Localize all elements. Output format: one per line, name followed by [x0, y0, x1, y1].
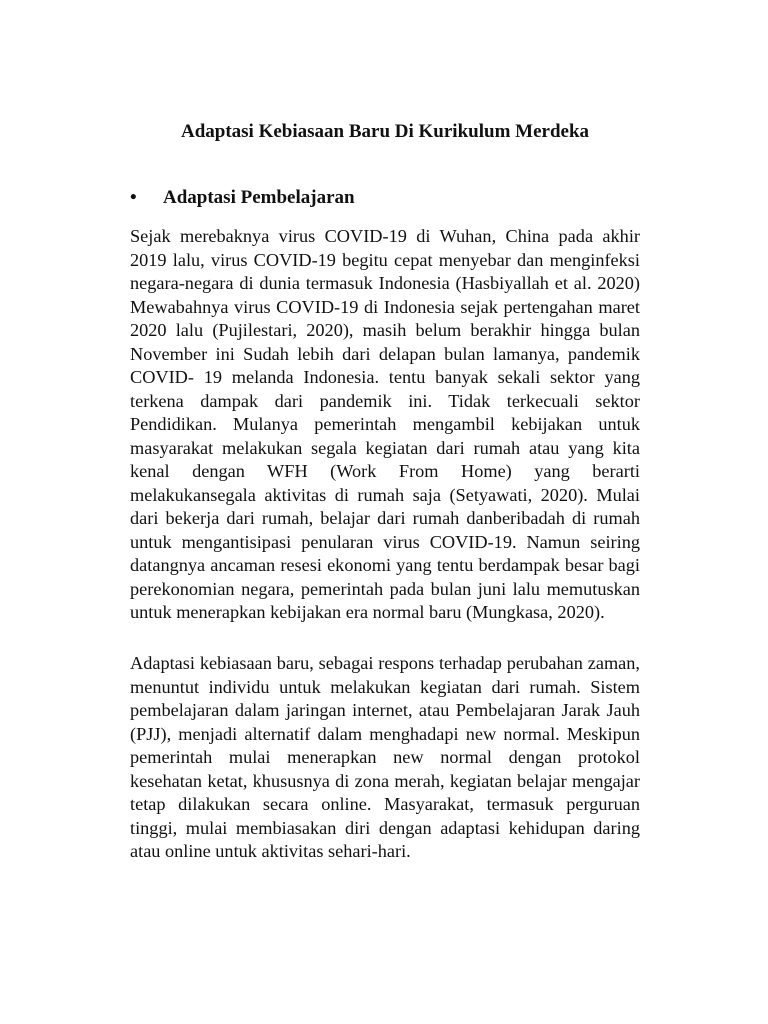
body-paragraph-2: Adaptasi kebiasaan baru, sebagai respons terhadap perubahan zaman, menuntut individu untuk melakukan kegiatan dari rumah. Sistem pembelajaran dalam jaringan internet, atau Pembelajaran Jarak Jauh (PJJ), menjadi alternatif dalam menghadapi new normal. Meskipun pemerintah mulai menerapkan new normal dengan protokol kesehatan ketat, khususnya di zona merah, kegiatan belajar mengajar tetap dilakukan secara online. Masyarakat, termasuk perguruan tinggi, mulai membiasakan diri dengan adaptasi kehidupan daring atau online untuk aktivitas sehari-hari.	[130, 653, 640, 861]
section-heading-text: Adaptasi Pembelajaran	[163, 187, 355, 208]
bullet-icon: •	[130, 187, 137, 208]
document-title: Adaptasi Kebiasaan Baru Di Kurikulum Merdeka	[180, 121, 590, 142]
body-paragraph-1: Sejak merebaknya virus COVID-19 di Wuhan, China pada akhir 2019 lalu, virus COVID-19 begitu cepat menyebar dan menginfeksi negara-negara di dunia termasuk Indonesia (Hasbiyallah et al. 2020) Mewabahnya virus COVID-19 di Indonesia sejak pertengahan maret 2020 lalu (Pujilestari, 2020), masih belum berakhir hingga bulan November ini Sudah lebih dari delapan bulan lamanya, pandemik COVID- 19 melanda Indonesia. tentu banyak sekali sektor yang terkena dampak dari pandemik ini. Tidak terkecuali sektor Pendidikan. Mulanya pemerintah mengambil kebijakan untuk masyarakat melakukan segala kegiatan dari rumah atau yang kita kenal dengan WFH (Work From Home) yang berarti melakukansegala aktivitas di rumah saja (Setyawati, 2020). Mulai dari bekerja dari rumah, belajar dari rumah danberibadah di rumah untuk mengantisipasi penularan virus COVID-19. Namun seiring datangnya ancaman resesi ekonomi yang tentu berdampak besar bagi perekonomian negara, pemerintah pada bulan juni lalu memutuskan untuk menerapkan kebijakan era normal baru (Mungkasa, 2020).	[130, 226, 640, 622]
section-heading	[130, 184, 640, 212]
